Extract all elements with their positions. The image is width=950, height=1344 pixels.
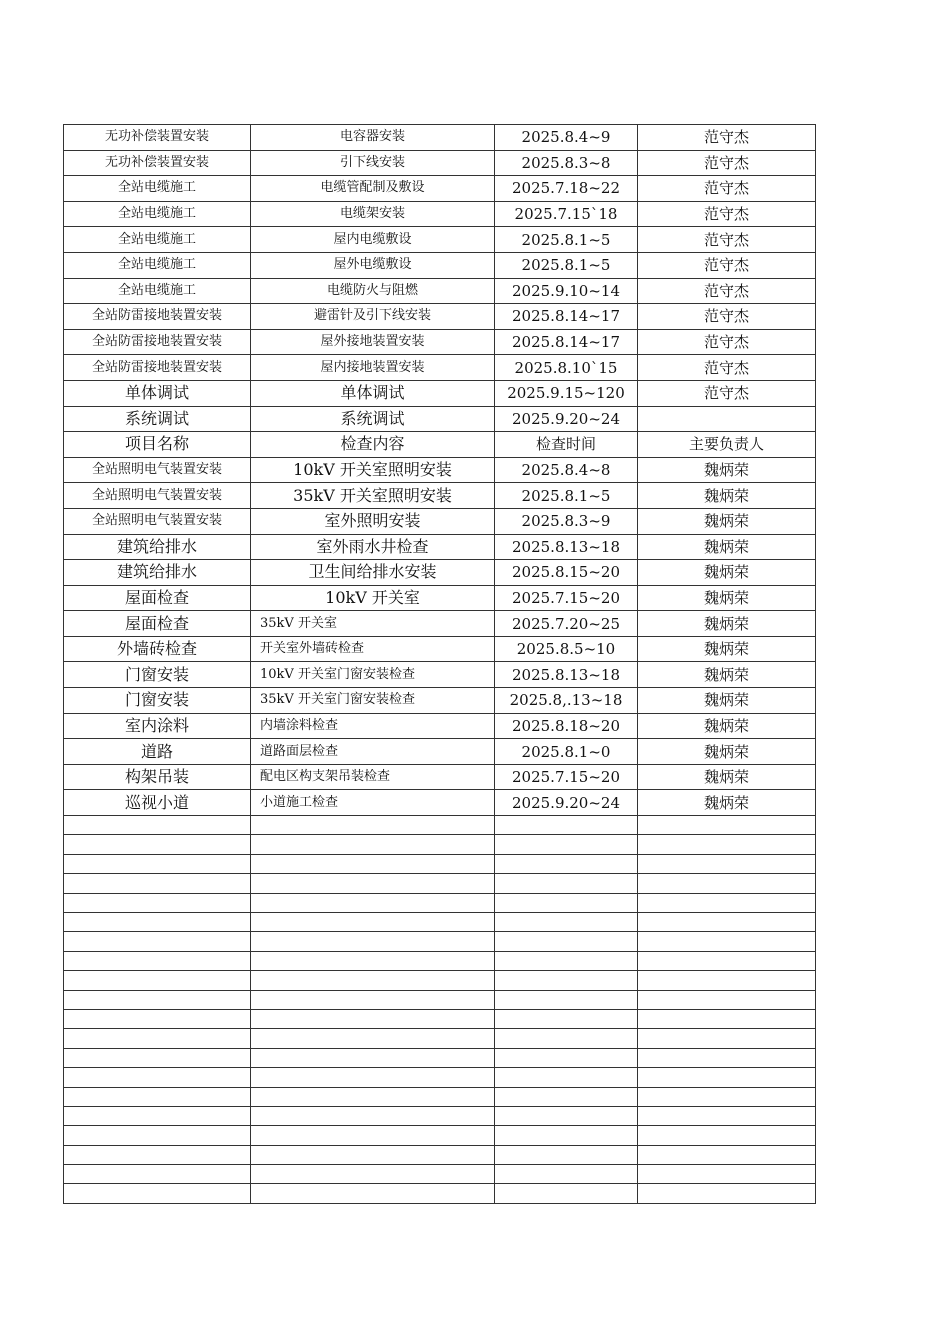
cell-inspection-content: 配电区构支架吊装检查 bbox=[251, 764, 495, 790]
empty-cell bbox=[495, 835, 638, 854]
empty-cell bbox=[64, 1106, 251, 1125]
empty-cell bbox=[64, 1009, 251, 1028]
cell-inspection-content: 引下线安装 bbox=[251, 150, 495, 176]
empty-cell bbox=[638, 1087, 816, 1106]
table-row bbox=[64, 457, 816, 483]
cell-inspection-time: 2025.8.10`15 bbox=[495, 355, 638, 381]
empty-table-row bbox=[64, 1009, 816, 1028]
table-row bbox=[64, 611, 816, 637]
cell-responsible-person: 魏炳荣 bbox=[638, 764, 816, 790]
cell-inspection-content: 35kV 开关室门窗安装检查 bbox=[251, 688, 495, 714]
empty-table-row bbox=[64, 1068, 816, 1087]
cell-responsible-person: 魏炳荣 bbox=[638, 688, 816, 714]
table-row bbox=[64, 585, 816, 611]
empty-cell bbox=[495, 1068, 638, 1087]
empty-cell bbox=[495, 1184, 638, 1203]
empty-cell bbox=[64, 1145, 251, 1164]
cell-project-name: 道路 bbox=[64, 739, 251, 765]
cell-inspection-time: 2025.8.14~17 bbox=[495, 304, 638, 330]
cell-inspection-time: 2025.8.13~18 bbox=[495, 662, 638, 688]
cell-project-name: 系统调试 bbox=[64, 406, 251, 432]
cell-inspection-time: 检查时间 bbox=[495, 432, 638, 458]
cell-inspection-content: 10kV 开关室 bbox=[251, 585, 495, 611]
cell-project-name: 全站防雷接地装置安装 bbox=[64, 329, 251, 355]
cell-project-name: 外墙砖检查 bbox=[64, 636, 251, 662]
empty-cell bbox=[251, 1184, 495, 1203]
cell-inspection-time: 2025.7.15`18 bbox=[495, 201, 638, 227]
cell-project-name: 全站电缆施工 bbox=[64, 201, 251, 227]
table-row bbox=[64, 560, 816, 586]
cell-responsible-person: 范守杰 bbox=[638, 176, 816, 202]
cell-responsible-person: 魏炳荣 bbox=[638, 560, 816, 586]
cell-inspection-time: 2025.9.15~120 bbox=[495, 380, 638, 406]
cell-inspection-time: 2025.8.1~5 bbox=[495, 252, 638, 278]
empty-cell bbox=[251, 1126, 495, 1145]
empty-cell bbox=[638, 951, 816, 970]
empty-table-row bbox=[64, 932, 816, 951]
cell-project-name: 建筑给排水 bbox=[64, 534, 251, 560]
empty-cell bbox=[638, 854, 816, 873]
empty-cell bbox=[495, 816, 638, 835]
cell-project-name: 巡视小道 bbox=[64, 790, 251, 816]
empty-cell bbox=[251, 893, 495, 912]
cell-inspection-content: 单体调试 bbox=[251, 380, 495, 406]
table-row bbox=[64, 304, 816, 330]
empty-cell bbox=[638, 990, 816, 1009]
cell-responsible-person: 魏炳荣 bbox=[638, 739, 816, 765]
empty-table-row bbox=[64, 990, 816, 1009]
empty-cell bbox=[64, 912, 251, 931]
empty-cell bbox=[64, 1029, 251, 1048]
empty-table-row bbox=[64, 893, 816, 912]
cell-inspection-time: 2025.7.20~25 bbox=[495, 611, 638, 637]
cell-inspection-content: 35kV 开关室 bbox=[251, 611, 495, 637]
empty-table-row bbox=[64, 1165, 816, 1184]
empty-cell bbox=[251, 1029, 495, 1048]
cell-project-name: 屋面检查 bbox=[64, 585, 251, 611]
empty-table-row bbox=[64, 816, 816, 835]
table-row bbox=[64, 432, 816, 458]
cell-inspection-time: 2025.8.13~18 bbox=[495, 534, 638, 560]
empty-table-row bbox=[64, 912, 816, 931]
empty-cell bbox=[251, 912, 495, 931]
empty-cell bbox=[495, 1106, 638, 1125]
cell-project-name: 门窗安装 bbox=[64, 662, 251, 688]
cell-inspection-content: 电缆防火与阻燃 bbox=[251, 278, 495, 304]
inspection-table bbox=[63, 124, 816, 1204]
cell-inspection-time: 2025.8.4~9 bbox=[495, 125, 638, 151]
cell-inspection-time: 2025.8.15~20 bbox=[495, 560, 638, 586]
cell-inspection-time: 2025.7.15~20 bbox=[495, 764, 638, 790]
empty-cell bbox=[251, 854, 495, 873]
empty-cell bbox=[251, 1009, 495, 1028]
cell-inspection-content: 10kV 开关室照明安装 bbox=[251, 457, 495, 483]
empty-cell bbox=[251, 816, 495, 835]
empty-cell bbox=[495, 1145, 638, 1164]
cell-inspection-time: 2025.9.20~24 bbox=[495, 406, 638, 432]
empty-cell bbox=[638, 1184, 816, 1203]
cell-project-name: 全站防雷接地装置安装 bbox=[64, 355, 251, 381]
empty-table-row bbox=[64, 1145, 816, 1164]
cell-responsible-person: 主要负责人 bbox=[638, 432, 816, 458]
empty-cell bbox=[495, 854, 638, 873]
cell-responsible-person: 范守杰 bbox=[638, 252, 816, 278]
empty-cell bbox=[495, 1029, 638, 1048]
table-row bbox=[64, 227, 816, 253]
empty-cell bbox=[251, 1165, 495, 1184]
empty-cell bbox=[638, 1068, 816, 1087]
empty-cell bbox=[638, 835, 816, 854]
cell-project-name: 无功补偿装置安装 bbox=[64, 125, 251, 151]
empty-table-row bbox=[64, 1126, 816, 1145]
table-row bbox=[64, 201, 816, 227]
cell-inspection-content: 屋内接地装置安装 bbox=[251, 355, 495, 381]
cell-responsible-person: 范守杰 bbox=[638, 125, 816, 151]
empty-cell bbox=[638, 932, 816, 951]
cell-inspection-content: 内墙涂料检查 bbox=[251, 713, 495, 739]
empty-cell bbox=[64, 893, 251, 912]
empty-cell bbox=[495, 874, 638, 893]
empty-table-row bbox=[64, 1087, 816, 1106]
cell-responsible-person: 范守杰 bbox=[638, 329, 816, 355]
cell-responsible-person: 魏炳荣 bbox=[638, 483, 816, 509]
cell-responsible-person: 魏炳荣 bbox=[638, 585, 816, 611]
empty-cell bbox=[251, 971, 495, 990]
cell-responsible-person: 魏炳荣 bbox=[638, 790, 816, 816]
cell-inspection-time: 2025.7.18~22 bbox=[495, 176, 638, 202]
table-row bbox=[64, 764, 816, 790]
empty-table-row bbox=[64, 874, 816, 893]
empty-cell bbox=[64, 971, 251, 990]
cell-responsible-person: 魏炳荣 bbox=[638, 662, 816, 688]
cell-inspection-content: 屋内电缆敷设 bbox=[251, 227, 495, 253]
cell-responsible-person bbox=[638, 406, 816, 432]
cell-project-name: 单体调试 bbox=[64, 380, 251, 406]
cell-inspection-time: 2025.8.3~8 bbox=[495, 150, 638, 176]
empty-cell bbox=[251, 835, 495, 854]
cell-responsible-person: 魏炳荣 bbox=[638, 636, 816, 662]
empty-cell bbox=[638, 816, 816, 835]
empty-cell bbox=[64, 1184, 251, 1203]
cell-inspection-content: 10kV 开关室门窗安装检查 bbox=[251, 662, 495, 688]
empty-cell bbox=[638, 1029, 816, 1048]
cell-inspection-content: 道路面层检查 bbox=[251, 739, 495, 765]
empty-table-row bbox=[64, 971, 816, 990]
empty-cell bbox=[495, 1048, 638, 1067]
table-row bbox=[64, 508, 816, 534]
cell-project-name: 构架吊装 bbox=[64, 764, 251, 790]
cell-inspection-content: 电缆管配制及敷设 bbox=[251, 176, 495, 202]
table-row bbox=[64, 125, 816, 151]
table-row bbox=[64, 278, 816, 304]
empty-cell bbox=[495, 1126, 638, 1145]
empty-cell bbox=[495, 932, 638, 951]
empty-cell bbox=[251, 1145, 495, 1164]
table-row bbox=[64, 790, 816, 816]
empty-table-row bbox=[64, 1106, 816, 1125]
cell-inspection-time: 2025.8.1~0 bbox=[495, 739, 638, 765]
empty-cell bbox=[495, 971, 638, 990]
empty-cell bbox=[495, 893, 638, 912]
empty-table-row bbox=[64, 1184, 816, 1203]
empty-cell bbox=[251, 1048, 495, 1067]
cell-project-name: 室内涂料 bbox=[64, 713, 251, 739]
inspection-table-body bbox=[64, 125, 816, 1204]
table-row bbox=[64, 688, 816, 714]
empty-cell bbox=[638, 971, 816, 990]
empty-cell bbox=[64, 1165, 251, 1184]
cell-inspection-content: 电容器安装 bbox=[251, 125, 495, 151]
cell-inspection-time: 2025.9.10~14 bbox=[495, 278, 638, 304]
empty-cell bbox=[64, 1087, 251, 1106]
empty-cell bbox=[64, 854, 251, 873]
cell-project-name: 屋面检查 bbox=[64, 611, 251, 637]
empty-cell bbox=[638, 1009, 816, 1028]
cell-responsible-person: 范守杰 bbox=[638, 278, 816, 304]
empty-cell bbox=[638, 1165, 816, 1184]
empty-cell bbox=[495, 1009, 638, 1028]
cell-project-name: 全站照明电气装置安装 bbox=[64, 457, 251, 483]
cell-responsible-person: 范守杰 bbox=[638, 355, 816, 381]
cell-inspection-content: 电缆架安装 bbox=[251, 201, 495, 227]
cell-responsible-person: 魏炳荣 bbox=[638, 713, 816, 739]
table-row bbox=[64, 329, 816, 355]
empty-cell bbox=[638, 874, 816, 893]
empty-table-row bbox=[64, 1048, 816, 1067]
table-row bbox=[64, 355, 816, 381]
cell-inspection-time: 2025.9.20~24 bbox=[495, 790, 638, 816]
cell-project-name: 全站防雷接地装置安装 bbox=[64, 304, 251, 330]
cell-project-name: 全站电缆施工 bbox=[64, 252, 251, 278]
empty-cell bbox=[638, 1126, 816, 1145]
empty-table-row bbox=[64, 951, 816, 970]
cell-inspection-time: 2025.7.15~20 bbox=[495, 585, 638, 611]
table-row bbox=[64, 252, 816, 278]
table-row bbox=[64, 483, 816, 509]
empty-cell bbox=[251, 1106, 495, 1125]
cell-responsible-person: 范守杰 bbox=[638, 380, 816, 406]
empty-cell bbox=[64, 874, 251, 893]
cell-responsible-person: 魏炳荣 bbox=[638, 457, 816, 483]
cell-inspection-content: 室外照明安装 bbox=[251, 508, 495, 534]
empty-cell bbox=[251, 874, 495, 893]
cell-responsible-person: 魏炳荣 bbox=[638, 508, 816, 534]
cell-inspection-content: 屋外接地装置安装 bbox=[251, 329, 495, 355]
empty-cell bbox=[638, 893, 816, 912]
cell-inspection-time: 2025.8.4~8 bbox=[495, 457, 638, 483]
empty-cell bbox=[64, 835, 251, 854]
cell-responsible-person: 范守杰 bbox=[638, 150, 816, 176]
table-row bbox=[64, 406, 816, 432]
cell-inspection-content: 系统调试 bbox=[251, 406, 495, 432]
cell-inspection-time: 2025.8,.13~18 bbox=[495, 688, 638, 714]
empty-cell bbox=[638, 1048, 816, 1067]
empty-cell bbox=[638, 1106, 816, 1125]
cell-inspection-content: 室外雨水井检查 bbox=[251, 534, 495, 560]
table-row bbox=[64, 176, 816, 202]
table-row bbox=[64, 713, 816, 739]
empty-cell bbox=[64, 932, 251, 951]
empty-cell bbox=[251, 932, 495, 951]
cell-inspection-content: 避雷针及引下线安装 bbox=[251, 304, 495, 330]
cell-inspection-content: 卫生间给排水安装 bbox=[251, 560, 495, 586]
table-row bbox=[64, 380, 816, 406]
table-row bbox=[64, 150, 816, 176]
empty-cell bbox=[64, 1048, 251, 1067]
empty-cell bbox=[251, 1068, 495, 1087]
table-row bbox=[64, 662, 816, 688]
empty-cell bbox=[495, 951, 638, 970]
empty-table-row bbox=[64, 854, 816, 873]
table-row bbox=[64, 636, 816, 662]
empty-cell bbox=[638, 912, 816, 931]
empty-cell bbox=[495, 1087, 638, 1106]
cell-inspection-content: 检查内容 bbox=[251, 432, 495, 458]
cell-inspection-content: 35kV 开关室照明安装 bbox=[251, 483, 495, 509]
cell-project-name: 全站电缆施工 bbox=[64, 176, 251, 202]
cell-project-name: 全站照明电气装置安装 bbox=[64, 508, 251, 534]
empty-cell bbox=[495, 912, 638, 931]
cell-inspection-content: 开关室外墙砖检查 bbox=[251, 636, 495, 662]
empty-cell bbox=[64, 1126, 251, 1145]
cell-project-name: 无功补偿装置安装 bbox=[64, 150, 251, 176]
cell-inspection-time: 2025.8.1~5 bbox=[495, 483, 638, 509]
empty-table-row bbox=[64, 1029, 816, 1048]
empty-cell bbox=[251, 1087, 495, 1106]
cell-responsible-person: 魏炳荣 bbox=[638, 611, 816, 637]
cell-inspection-content: 小道施工检查 bbox=[251, 790, 495, 816]
table-row bbox=[64, 534, 816, 560]
table-row bbox=[64, 739, 816, 765]
cell-inspection-time: 2025.8.3~9 bbox=[495, 508, 638, 534]
cell-project-name: 项目名称 bbox=[64, 432, 251, 458]
cell-inspection-time: 2025.8.14~17 bbox=[495, 329, 638, 355]
cell-project-name: 全站照明电气装置安装 bbox=[64, 483, 251, 509]
empty-cell bbox=[251, 990, 495, 1009]
empty-cell bbox=[495, 990, 638, 1009]
cell-responsible-person: 范守杰 bbox=[638, 304, 816, 330]
cell-inspection-time: 2025.8.5~10 bbox=[495, 636, 638, 662]
cell-project-name: 建筑给排水 bbox=[64, 560, 251, 586]
cell-project-name: 全站电缆施工 bbox=[64, 278, 251, 304]
empty-cell bbox=[495, 1165, 638, 1184]
empty-cell bbox=[64, 990, 251, 1009]
empty-cell bbox=[638, 1145, 816, 1164]
cell-responsible-person: 范守杰 bbox=[638, 227, 816, 253]
cell-project-name: 门窗安装 bbox=[64, 688, 251, 714]
empty-cell bbox=[251, 951, 495, 970]
cell-project-name: 全站电缆施工 bbox=[64, 227, 251, 253]
cell-responsible-person: 魏炳荣 bbox=[638, 534, 816, 560]
cell-responsible-person: 范守杰 bbox=[638, 201, 816, 227]
cell-inspection-content: 屋外电缆敷设 bbox=[251, 252, 495, 278]
empty-table-row bbox=[64, 835, 816, 854]
cell-inspection-time: 2025.8.18~20 bbox=[495, 713, 638, 739]
empty-cell bbox=[64, 1068, 251, 1087]
cell-inspection-time: 2025.8.1~5 bbox=[495, 227, 638, 253]
empty-cell bbox=[64, 951, 251, 970]
empty-cell bbox=[64, 816, 251, 835]
